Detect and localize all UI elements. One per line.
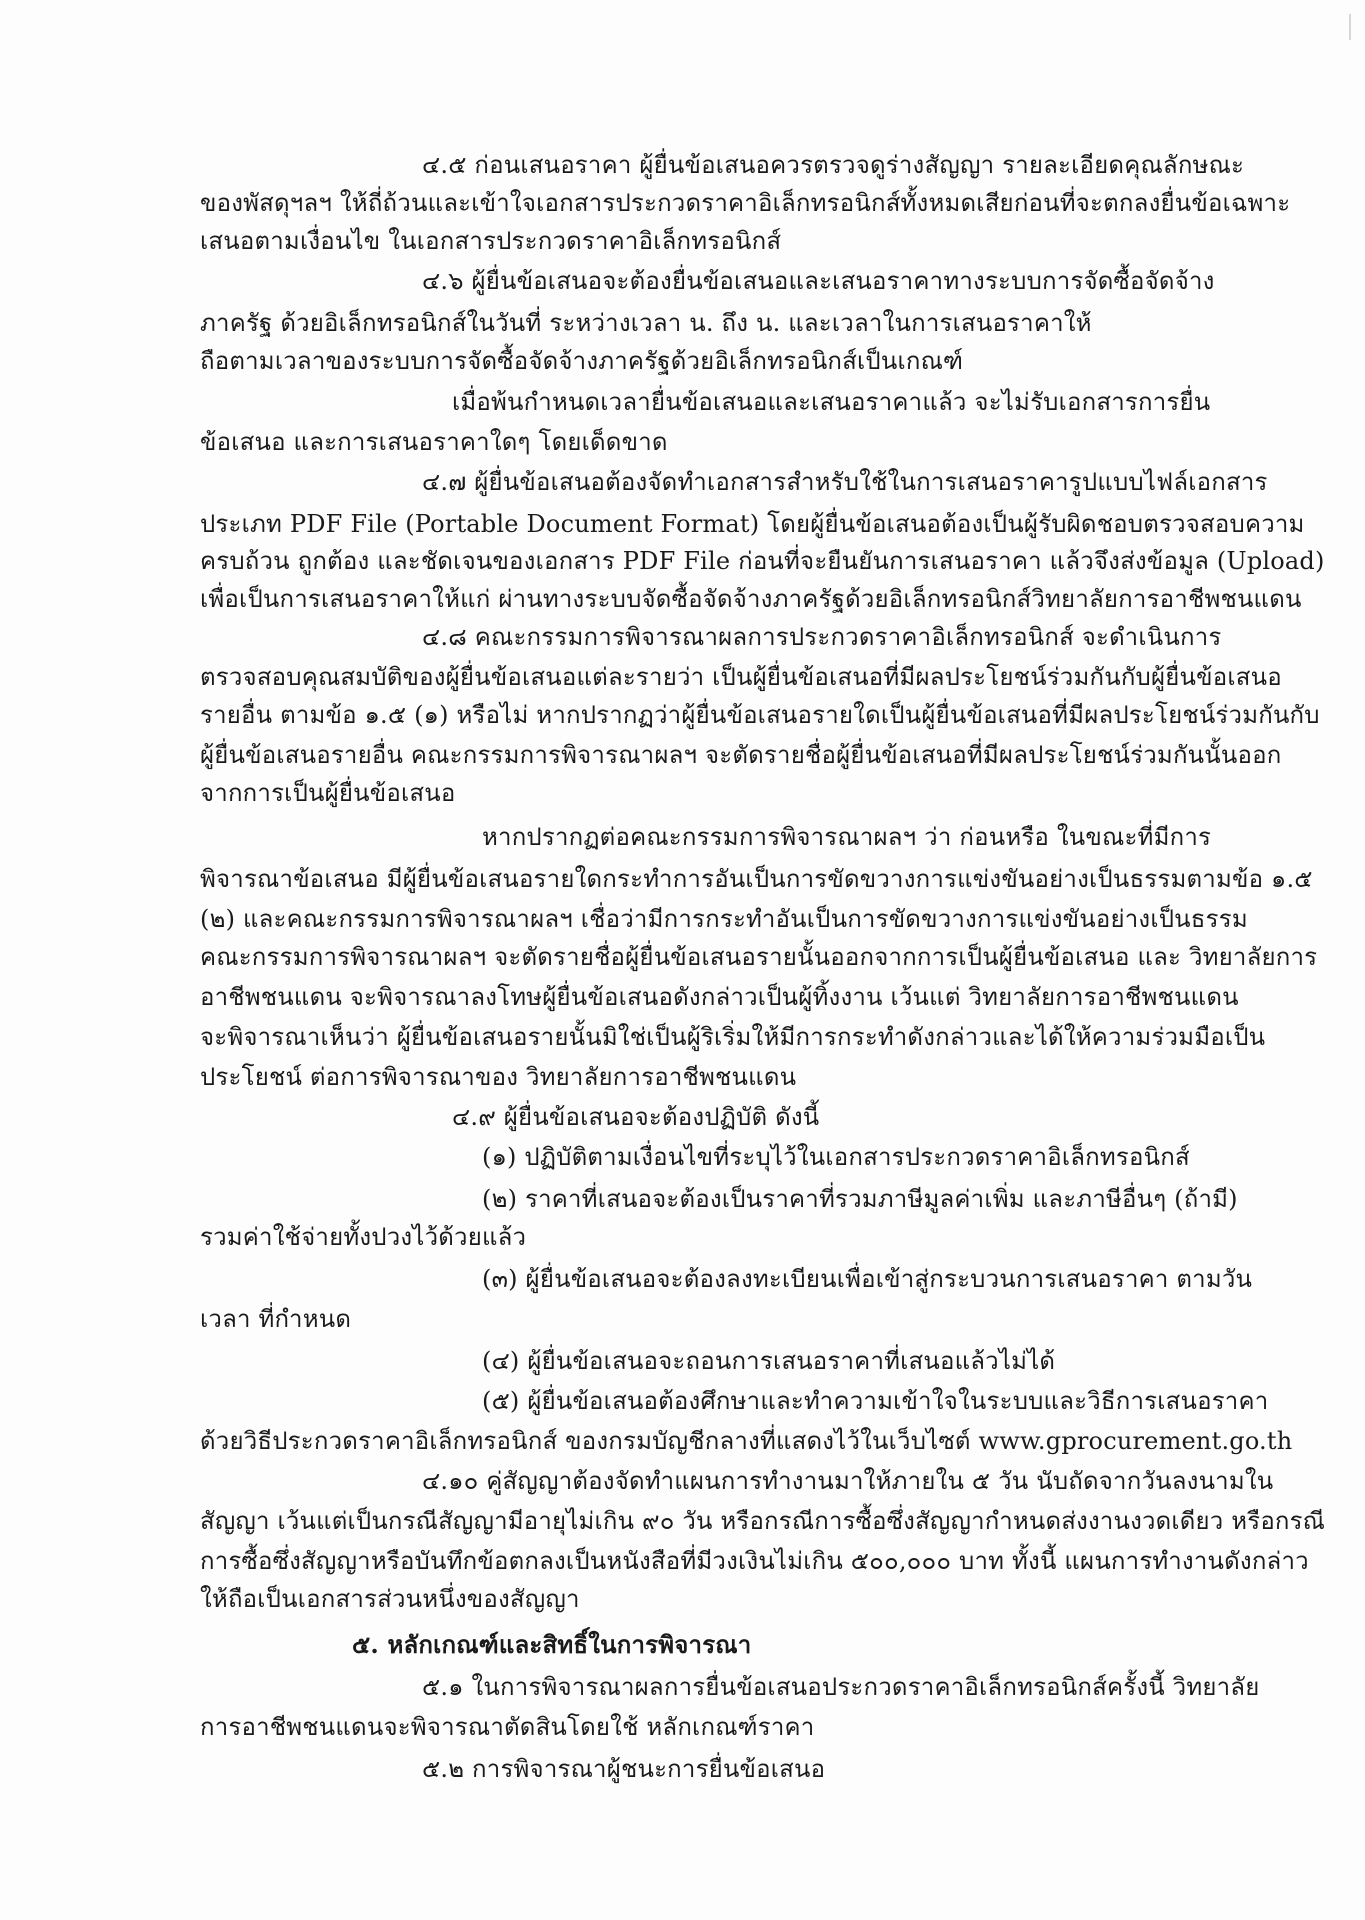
text-line: (๑) ปฏิบัติตามเงื่อนไขที่ระบุไว้ในเอกสารประกวดราคาอิเล็กทรอนิกส์ [482,1143,1190,1171]
text-line: ของพัสดุฯลฯ ให้ถี่ถ้วนและเข้าใจเอกสารประกวดราคาอิเล็กทรอนิกส์ทั้งหมดเสียก่อนที่จะตกลงยื่นข้อเฉพาะ [200,189,1291,217]
text-line: ให้ถือเป็นเอกสารส่วนหนึ่งของสัญญา [200,1585,580,1613]
text-line: ๔.๘ คณะกรรมการพิจารณาผลการประกวดราคาอิเล็กทรอนิกส์ จะดำเนินการ [422,623,1222,651]
text-line: (๒) และคณะกรรมการพิจารณาผลฯ เชื่อว่ามีการกระทำอันเป็นการขัดขวางการแข่งขันอย่างเป็นธรรม [200,905,1248,933]
text-line: จากการเป็นผู้ยื่นข้อเสนอ [200,779,456,807]
text-line: ข้อเสนอ และการเสนอราคาใดๆ โดยเด็ดขาด [200,428,668,456]
text-line: (๕) ผู้ยื่นข้อเสนอต้องศึกษาและทำความเข้าใจในระบบและวิธีการเสนอราคา [482,1387,1269,1415]
text-line: ๔.๖ ผู้ยื่นข้อเสนอจะต้องยื่นข้อเสนอและเสนอราคาทางระบบการจัดซื้อจัดจ้าง [422,267,1215,295]
text-line: จะพิจารณาเห็นว่า ผู้ยื่นข้อเสนอรายนั้นมิใช่เป็นผู้ริเริ่มให้มีการกระทำดังกล่าวและได้ให้ความร่วมมือเป็น [200,1023,1266,1051]
text-line: ถือตามเวลาของระบบการจัดซื้อจัดจ้างภาครัฐด้วยอิเล็กทรอนิกส์เป็นเกณฑ์ [200,347,964,375]
text-line: ๔.๙ ผู้ยื่นข้อเสนอจะต้องปฏิบัติ ดังนี้ [452,1103,820,1131]
text-line: ผู้ยื่นข้อเสนอรายอื่น คณะกรรมการพิจารณาผลฯ จะตัดรายชื่อผู้ยื่นข้อเสนอที่มีผลประโยชน์ร่วมกันนั้นออก [200,741,1282,769]
text-line: ประเภท PDF File (Portable Document Format) โดยผู้ยื่นข้อเสนอต้องเป็นผู้รับผิดชอบตรวจสอบความ [200,510,1305,538]
text-line: เสนอตามเงื่อนไข ในเอกสารประกวดราคาอิเล็กทรอนิกส์ [200,227,782,255]
text-line: คณะกรรมการพิจารณาผลฯ จะตัดรายชื่อผู้ยื่นข้อเสนอรายนั้นออกจากการเป็นผู้ยื่นข้อเสนอ และ วิทยาลัยการ [200,943,1318,971]
text-line: อาชีพชนแดน จะพิจารณาลงโทษผู้ยื่นข้อเสนอดังกล่าวเป็นผู้ทิ้งงาน เว้นแต่ วิทยาลัยการอาชีพชนแดน [200,983,1239,1011]
text-line: การอาชีพชนแดนจะพิจารณาตัดสินโดยใช้ หลักเกณฑ์ราคา [200,1713,815,1741]
text-line: เมื่อพ้นกำหนดเวลายื่นข้อเสนอและเสนอราคาแล้ว จะไม่รับเอกสารการยื่น [452,388,1211,416]
scan-edge-mark [1349,14,1351,40]
text-line: ประโยชน์ ต่อการพิจารณาของ วิทยาลัยการอาชีพชนแดน [200,1063,797,1091]
text-line: เวลา ที่กำหนด [200,1305,352,1333]
text-line: (๔) ผู้ยื่นข้อเสนอจะถอนการเสนอราคาที่เสนอแล้วไม่ได้ [482,1347,1056,1375]
text-line: (๒) ราคาที่เสนอจะต้องเป็นราคาที่รวมภาษีมูลค่าเพิ่ม และภาษีอื่นๆ (ถ้ามี) [482,1185,1238,1213]
text-line: ครบถ้วน ถูกต้อง และชัดเจนของเอกสาร PDF File ก่อนที่จะยืนยันการเสนอราคา แล้วจึงส่งข้อมูล (Upload) [200,547,1325,575]
text-line: หากปรากฏต่อคณะกรรมการพิจารณาผลฯ ว่า ก่อนหรือ ในขณะที่มีการ [482,823,1212,851]
text-line: ๕.๒ การพิจารณาผู้ชนะการยื่นข้อเสนอ [422,1755,826,1783]
text-line: รวมค่าใช้จ่ายทั้งปวงไว้ด้วยแล้ว [200,1223,527,1251]
text-line: (๓) ผู้ยื่นข้อเสนอจะต้องลงทะเบียนเพื่อเข้าสู่กระบวนการเสนอราคา ตามวัน [482,1265,1253,1293]
text-line: รายอื่น ตามข้อ ๑.๕ (๑) หรือไม่ หากปรากฏว่าผู้ยื่นข้อเสนอรายใดเป็นผู้ยื่นข้อเสนอที่มีผลประโยชน์ร่วมกันกับ [200,701,1320,729]
text-line: การซื้อซึ่งสัญญาหรือบันทึกข้อตกลงเป็นหนังสือที่มีวงเงินไม่เกิน ๕๐๐,๐๐๐ บาท ทั้งนี้ แผนการทำงานดังกล่าว [200,1547,1309,1575]
text-line: พิจารณาข้อเสนอ มีผู้ยื่นข้อเสนอรายใดกระทำการอันเป็นการขัดขวางการแข่งขันอย่างเป็นธรรมตามข้อ ๑.๕ [200,865,1313,893]
text-line: สัญญา เว้นแต่เป็นกรณีสัญญามีอายุไม่เกิน ๙๐ วัน หรือกรณีการซื้อซึ่งสัญญากำหนดส่งงานงวดเดียว หรือกรณี [200,1507,1326,1535]
text-line: เพื่อเป็นการเสนอราคาให้แก่ ผ่านทางระบบจัดซื้อจัดจ้างภาครัฐด้วยอิเล็กทรอนิกส์วิทยาลัยการอาชีพชนแดน [200,585,1302,613]
text-line: ด้วยวิธีประกวดราคาอิเล็กทรอนิกส์ ของกรมบัญชีกลางที่แสดงไว้ในเว็บไซต์ www.gprocurement.go.th [200,1427,1293,1455]
section-heading: ๕. หลักเกณฑ์และสิทธิ์ในการพิจารณา [352,1630,752,1659]
text-line: ๔.๕ ก่อนเสนอราคา ผู้ยื่นข้อเสนอควรตรวจดูร่างสัญญา รายละเอียดคุณลักษณะ [422,151,1245,179]
text-line: ๔.๑๐ คู่สัญญาต้องจัดทำแผนการทำงานมาให้ภายใน ๕ วัน นับถัดจากวันลงนามใน [422,1467,1274,1495]
text-line: ตรวจสอบคุณสมบัติของผู้ยื่นข้อเสนอแต่ละรายว่า เป็นผู้ยื่นข้อเสนอที่มีผลประโยชน์ร่วมกันกับผู้ยื่นข้อเสนอ [200,663,1282,691]
text-line: ๔.๗ ผู้ยื่นข้อเสนอต้องจัดทำเอกสารสำหรับใช้ในการเสนอราคารูปแบบไฟล์เอกสาร [422,468,1268,496]
text-line: ๕.๑ ในการพิจารณาผลการยื่นข้อเสนอประกวดราคาอิเล็กทรอนิกส์ครั้งนี้ วิทยาลัย [422,1673,1260,1701]
text-line: ภาครัฐ ด้วยอิเล็กทรอนิกส์ในวันที่ ระหว่างเวลา น. ถึง น. และเวลาในการเสนอราคาให้ [200,309,1092,337]
